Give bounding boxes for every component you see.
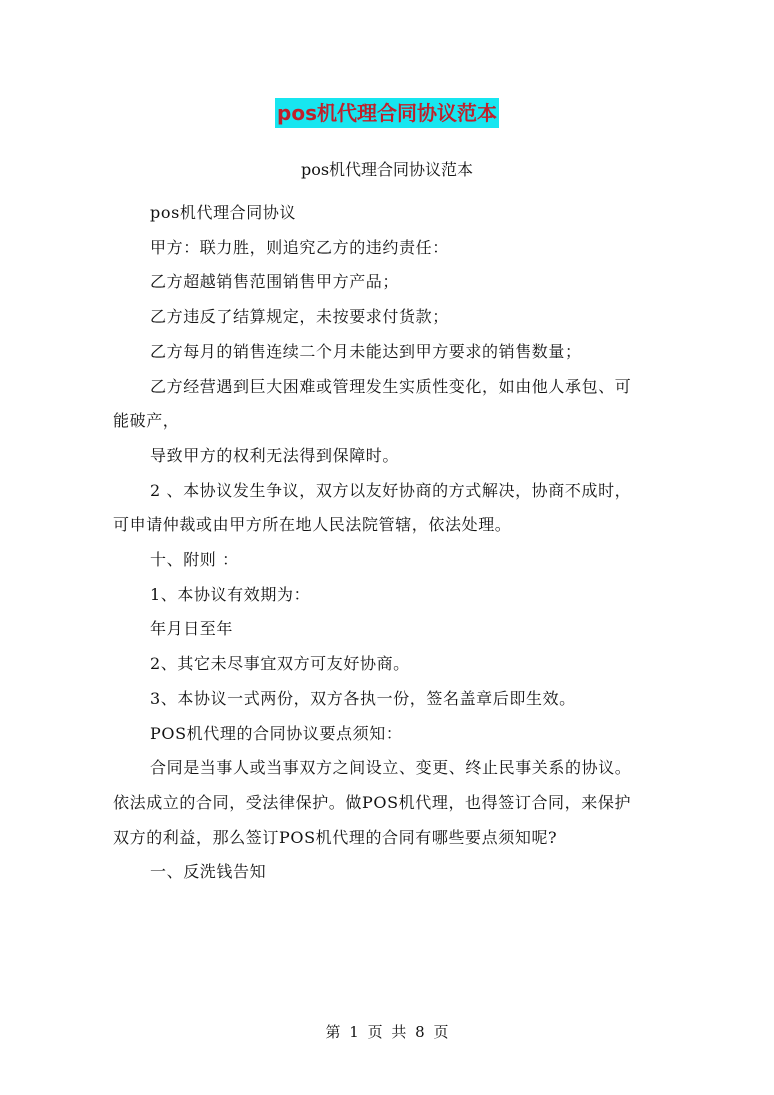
paragraph: POS机代理的合同协议要点须知： <box>150 723 403 743</box>
paragraph: pos机代理合同协议 <box>150 203 297 222</box>
document-body <box>113 196 647 890</box>
paragraph: 年月日至年 <box>150 619 234 639</box>
document-title: pos机代理合同协议范本 <box>275 98 499 128</box>
paragraph: 十、附则 ： <box>150 550 239 570</box>
paragraph: 一、反洗钱告知 <box>150 862 267 882</box>
paragraph: 2、其它未尽事宜双方可友好协商。 <box>150 654 410 674</box>
document-title-wrap <box>0 98 774 128</box>
paragraph: 2 、本协议发生争议，双方以友好协商的方式解决，协商不成时，可申请仲裁或由甲方所在地人民法院管辖，依法处理。 <box>113 480 632 535</box>
paragraph: 乙方超越销售范围销售甲方产品； <box>150 272 400 292</box>
page-number: 第 1 页 共 8 页 <box>325 1023 449 1041</box>
document-subtitle: pos机代理合同协议范本 <box>300 160 474 179</box>
paragraph: 导致甲方的权利无法得到保障时。 <box>150 445 400 465</box>
paragraph: 乙方每月的销售连续二个月未能达到甲方要求的销售数量； <box>150 341 582 361</box>
paragraph: 甲方：联力胜，则追究乙方的违约责任： <box>150 237 449 257</box>
paragraph: 合同是当事人或当事双方之间设立、变更、终止民事关系的协议。依法成立的合同，受法律保护。做POS机代理，也得签订合同，来保护双方的利益，那么签订POS机代理的合同有哪些要点须知呢? <box>113 758 632 847</box>
paragraph: 乙方违反了结算规定，未按要求付货款； <box>150 307 449 327</box>
paragraph: 3、本协议一式两份，双方各执一份，签名盖章后即生效。 <box>150 688 576 708</box>
paragraph: 乙方经营遇到巨大困难或管理发生实质性变化，如由他人承包、可能破产， <box>113 376 632 431</box>
paragraph: 1、本协议有效期为： <box>150 584 311 604</box>
